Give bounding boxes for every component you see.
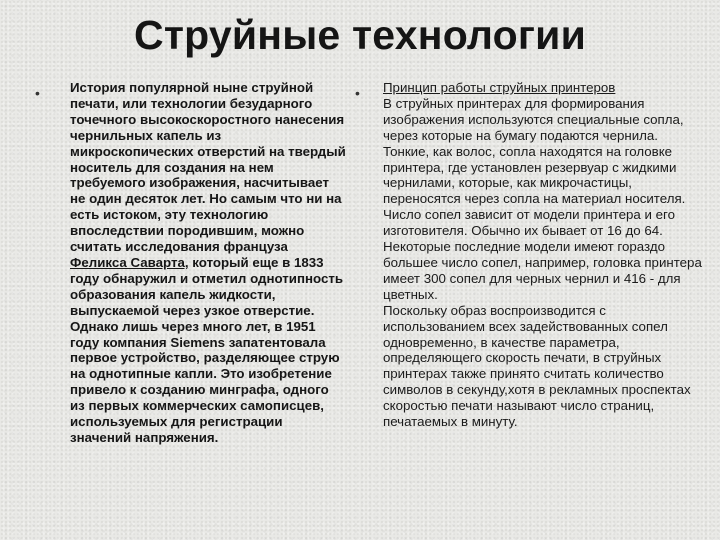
left-bullet: • <box>35 85 40 101</box>
principle-heading: Принцип работы струйных принтеров <box>383 80 616 95</box>
principle-paragraph-1: В струйных принтерах для формирования изображения используются специальные сопла, через которые на бумагу подаются чернила. Тонкие, как волос, сопла находятся на головке принтера, где установлен резервуар с жидкими чернилами, которые, как микрочастицы, переносятся через сопла на материал носителя. Число сопел зависит от модели принтера и его изготовителя. Обычно их бывает от 16 до 64. Некоторые последние модели имеют гораздо большее число сопел, например, головка принтера имеет 300 сопел для черных чернил и 416 - для цветных. <box>383 95 702 302</box>
history-text-end: который еще в 1833 году обнаружил и отметил однотипность образования капель жидкости, выпускаемой через узкое отверстие. Однако лишь через много лет, в 1951 году компания Siemens запатентовала первое устройство, разделяющее струю на однотипные капли. Это изобретение привело к созданию минграфа, одного из первых коммерческих самописцев, используемых для регистрации значений напряжения. <box>70 254 344 445</box>
history-text-start: История популярной ныне струйной печати, или технологии безударного точечного высокоскоростного нанесения чернильных капель из микроскопических отверстий на твердый носитель для создания на нем требуемого изображения, насчитывает не один десяток лет. Но самым что ни на есть истоком, эту технологию впоследствии породившим, можно считать исследования француза <box>70 80 346 255</box>
right-bullet: • <box>355 85 360 101</box>
slide-title: Струйные технологии <box>134 12 586 58</box>
principle-text-block <box>383 80 703 430</box>
history-text-block <box>70 80 346 446</box>
principle-paragraph-2: Поскольку образ воспроизводится с использованием всех задействованных сопел одновременно, в качестве параметра, определяющего скорость печати, в струйных принтерах также принято считать количество символов в секунду,хотя в рекламных проспектах скоростью печати называют число страниц, печатаемых в минуту. <box>383 302 691 430</box>
savart-link[interactable]: Феликса Саварта, <box>70 254 189 270</box>
